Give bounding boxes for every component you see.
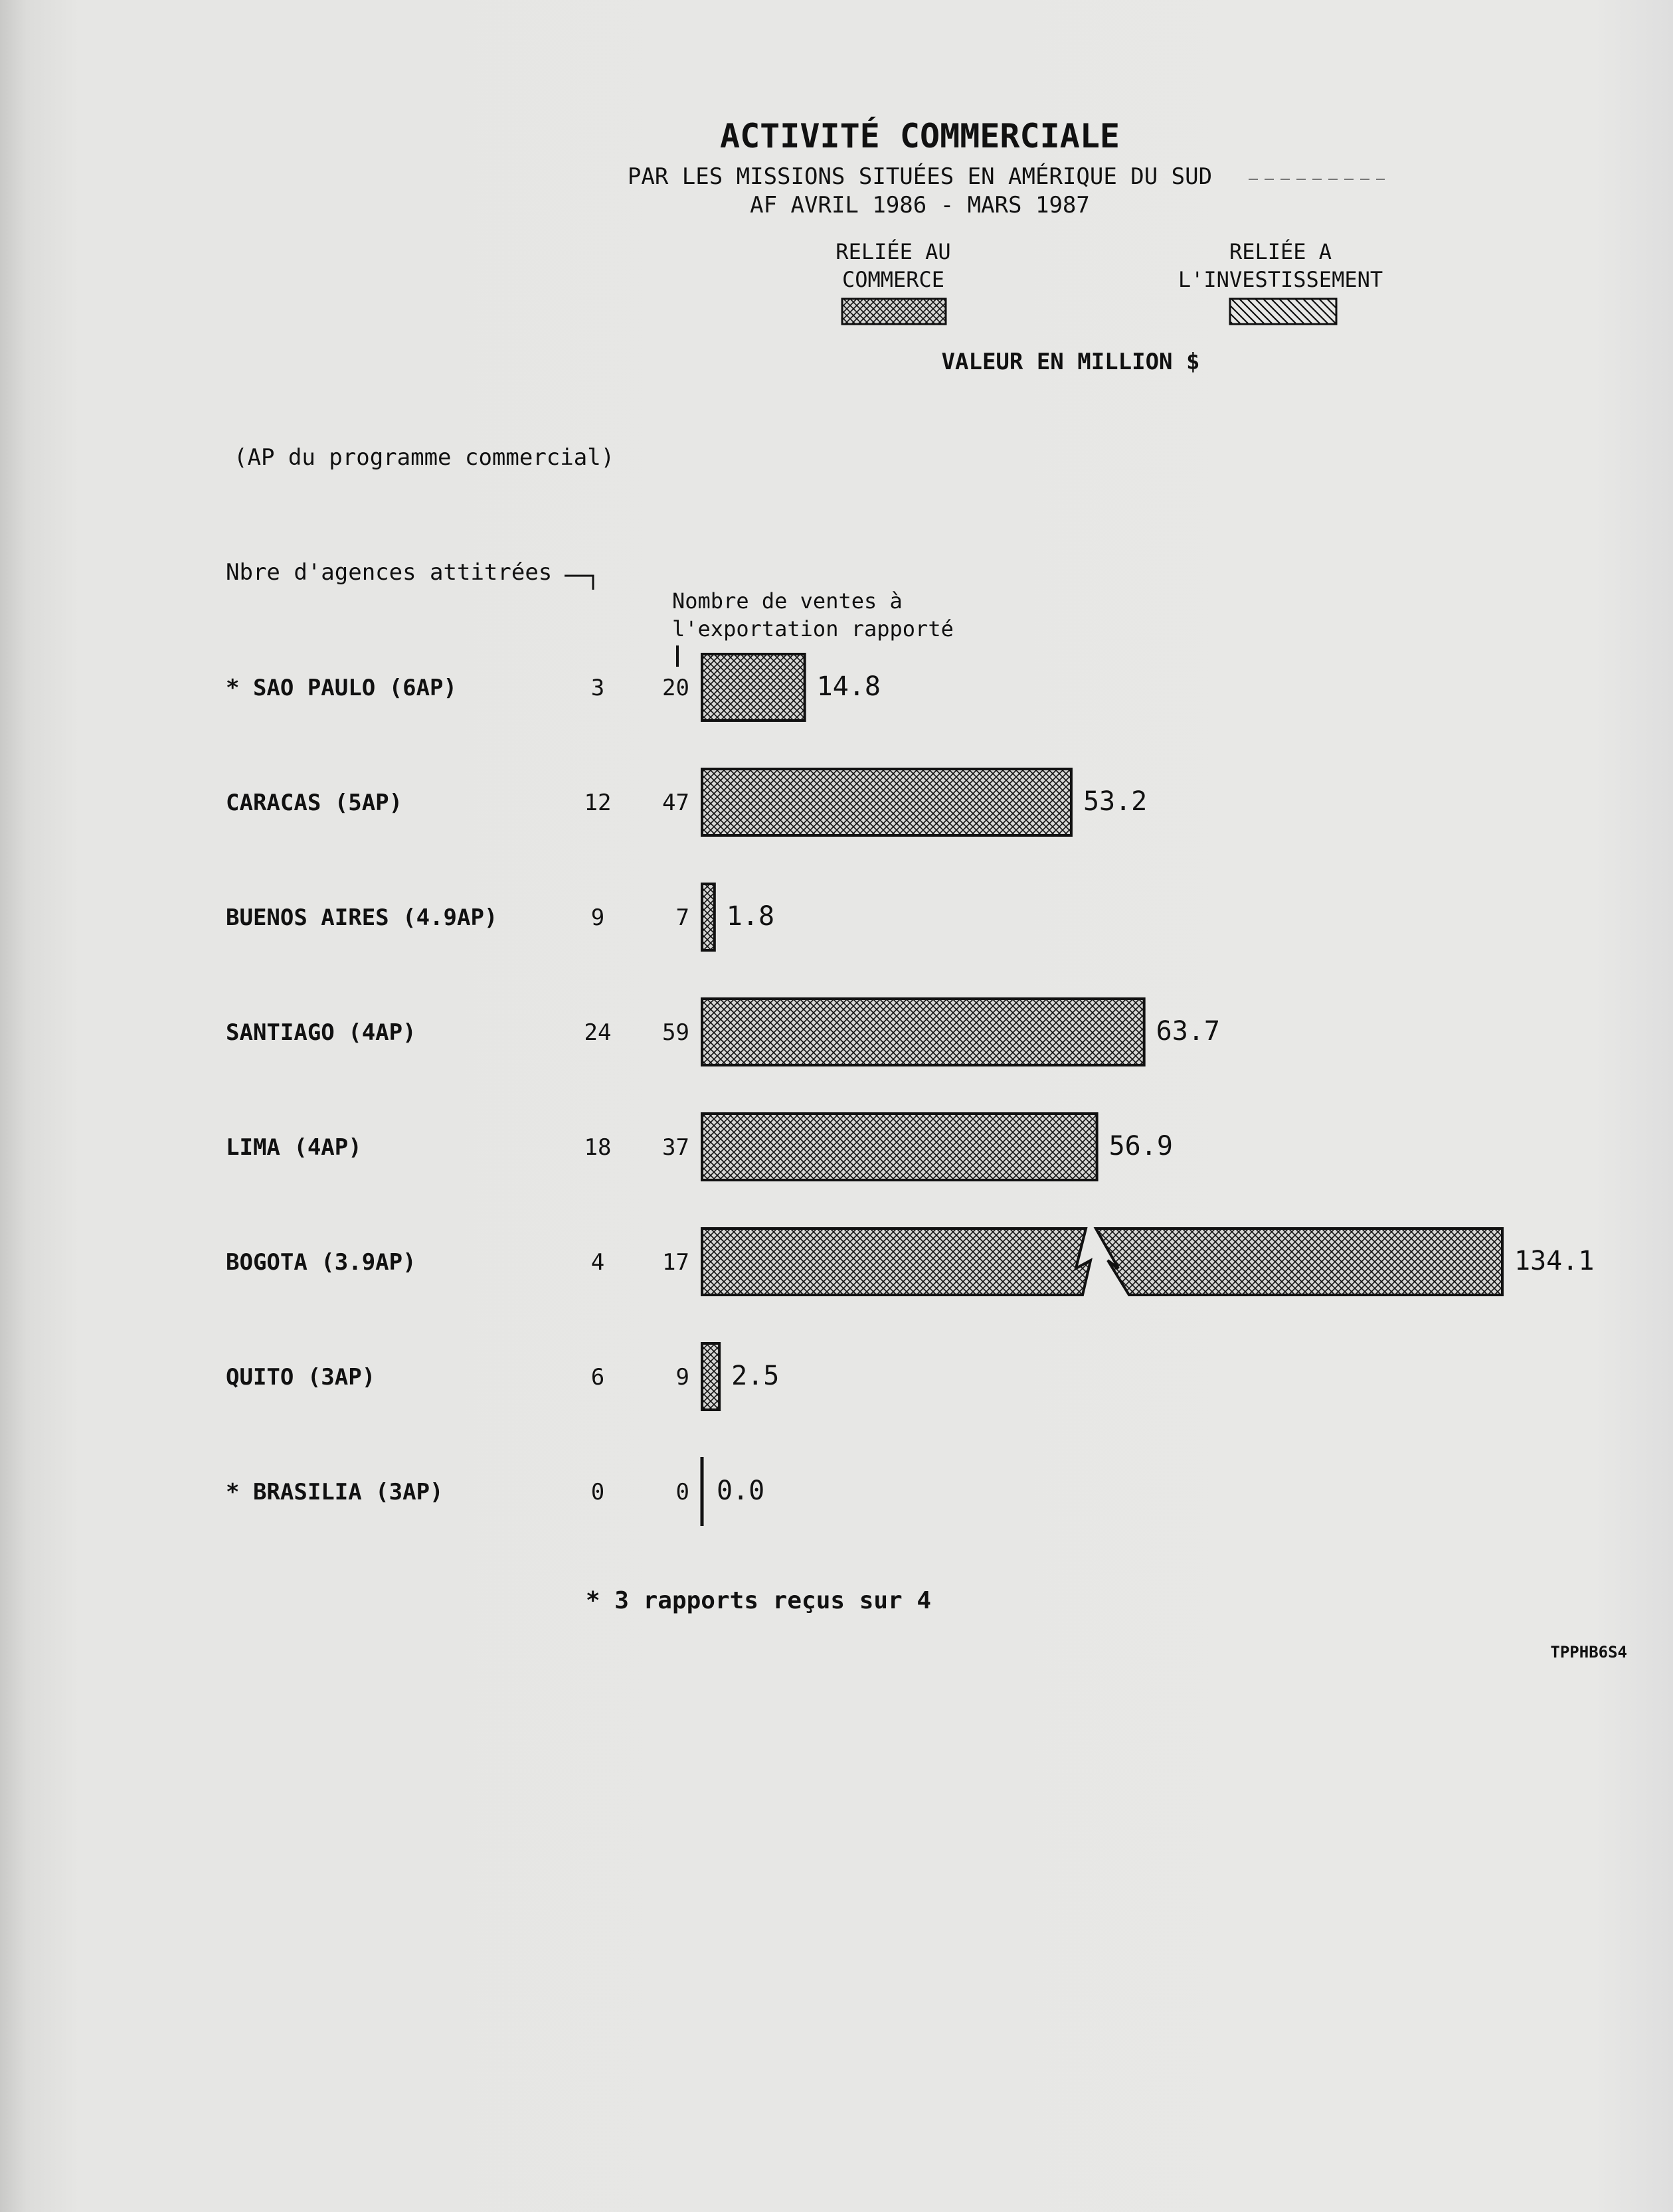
legend-commerce-line2: COMMERCE [841, 267, 945, 292]
bar [702, 1114, 1097, 1180]
legend-investment-line1: RELIÉE A [1229, 239, 1332, 264]
agencies-count: 24 [584, 1019, 612, 1046]
sales-header-line1: Nombre de ventes à [672, 588, 903, 614]
sales-count: 47 [662, 790, 689, 816]
category-label: BUENOS AIRES (4.9AP) [226, 904, 498, 931]
value-label: 1.8 [726, 901, 775, 932]
legend-investment-line2: L'INVESTISSEMENT [1178, 267, 1383, 292]
ap-note: (AP du programme commercial) [234, 444, 615, 471]
sales-count: 20 [662, 675, 689, 701]
category-label: * SAO PAULO (6AP) [226, 675, 457, 701]
sales-count: 0 [675, 1479, 689, 1505]
agencies-header-bracket [565, 576, 593, 590]
value-label: 56.9 [1108, 1131, 1173, 1161]
category-label: SANTIAGO (4AP) [226, 1019, 416, 1046]
category-label: QUITO (3AP) [226, 1364, 376, 1391]
legend-commerce-line1: RELIÉE AU [836, 239, 951, 264]
value-label: 0.0 [717, 1476, 765, 1506]
value-label: 53.2 [1083, 786, 1148, 817]
bar [702, 654, 805, 721]
category-label: * BRASILIA (3AP) [226, 1479, 444, 1505]
sales-count: 9 [675, 1364, 689, 1391]
category-label: LIMA (4AP) [226, 1134, 362, 1161]
agencies-count: 0 [590, 1479, 605, 1505]
bar-rows [226, 654, 1594, 1526]
legend-investment-swatch [1230, 299, 1336, 324]
sales-count: 37 [662, 1134, 689, 1161]
agencies-count: 12 [584, 790, 612, 816]
sales-count: 59 [662, 1019, 689, 1046]
agencies-header: Nbre d'agences attitrées [226, 559, 553, 586]
agencies-count: 6 [590, 1364, 605, 1391]
bar-continued [1096, 1229, 1502, 1295]
category-label: BOGOTA (3.9AP) [226, 1249, 416, 1276]
legend-commerce-swatch [842, 299, 946, 324]
value-label: 134.1 [1514, 1246, 1595, 1276]
bar [702, 769, 1071, 835]
footnote: * 3 rapports reçus sur 4 [585, 1587, 932, 1614]
sales-header-line2: l'exportation rapporté [672, 616, 954, 641]
bar [702, 1343, 719, 1410]
bar [702, 1229, 1091, 1295]
value-axis-label: VALEUR EN MILLION $ [941, 349, 1200, 375]
sales-count: 17 [662, 1249, 689, 1276]
agencies-count: 4 [590, 1249, 605, 1276]
value-label: 63.7 [1156, 1016, 1220, 1047]
bar [702, 999, 1144, 1065]
category-label: CARACAS (5AP) [226, 790, 403, 816]
bar [702, 884, 715, 950]
chart-subtitle: PAR LES MISSIONS SITUÉES EN AMÉRIQUE DU SUD [627, 163, 1213, 190]
agencies-count: 3 [590, 675, 605, 701]
agencies-count: 9 [590, 904, 605, 931]
value-label: 2.5 [731, 1361, 780, 1391]
chart-period: AF AVRIL 1986 - MARS 1987 [750, 192, 1090, 218]
value-label: 14.8 [816, 671, 881, 702]
document-code: TPPHB6S4 [1550, 1643, 1627, 1661]
legend [836, 239, 1383, 324]
agencies-count: 18 [584, 1134, 612, 1161]
chart-title: ACTIVITÉ COMMERCIALE [719, 117, 1120, 155]
sales-count: 7 [675, 904, 689, 931]
